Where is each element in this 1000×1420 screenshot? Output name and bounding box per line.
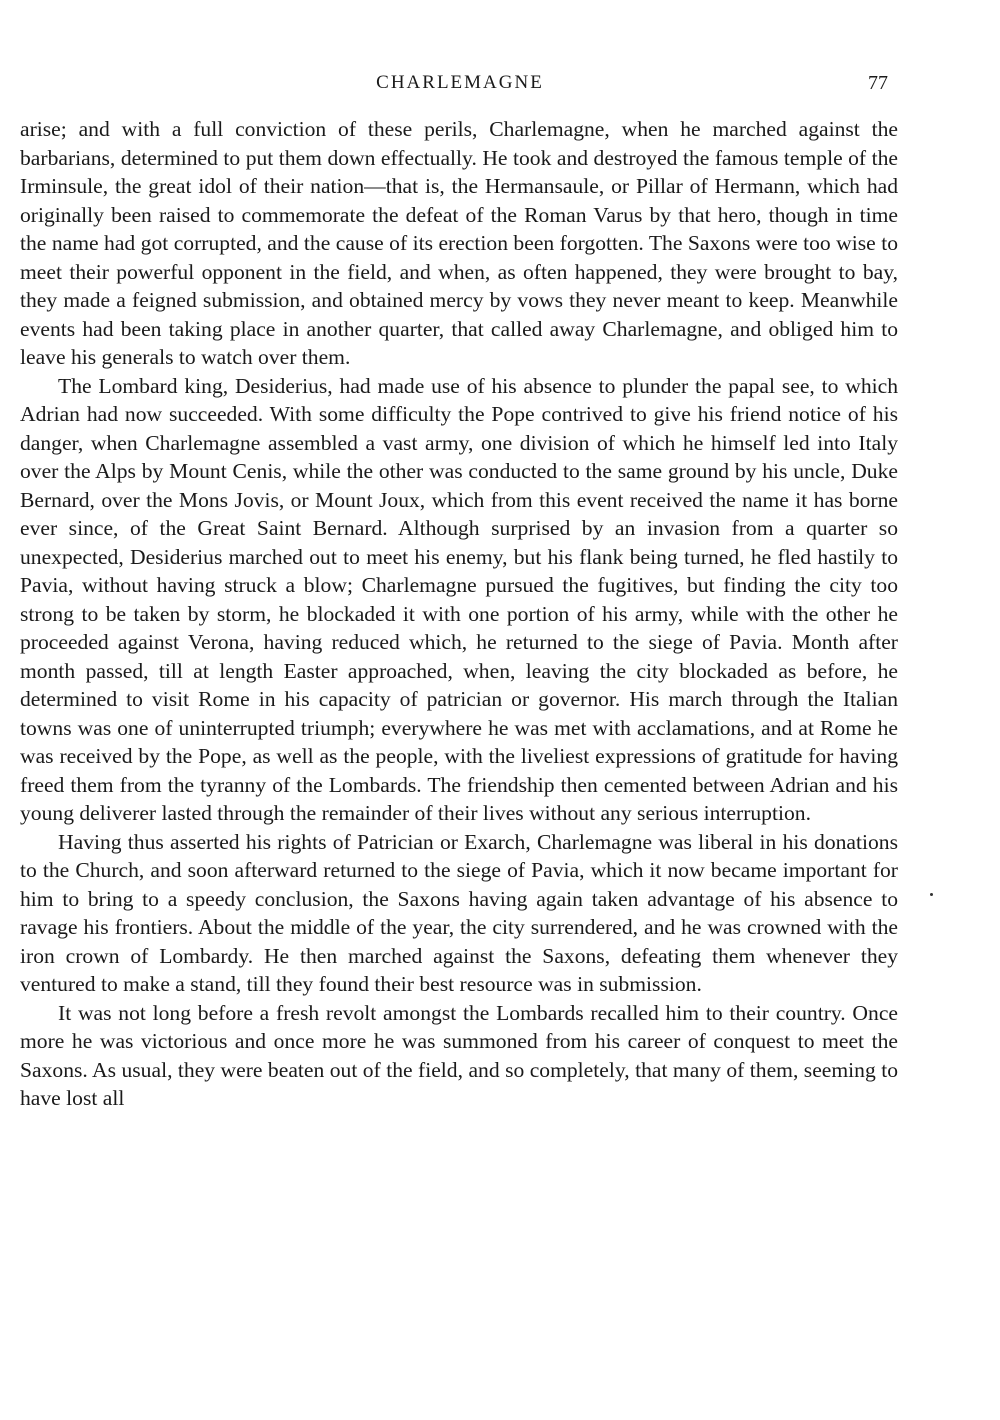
paragraph-patrician: Having thus asserted his rights of Patrician or Exarch, Charlemagne was liberal in his donations to the Church, and soon afterward returned to the siege of Pavia, which it now became important for him to bring to a speedy conclusion, the Saxons having again taken advantage of his absence to ravage his frontiers. About the middle of the year, the city surrendered, and he was crowned with the iron crown of Lombardy. He then marched against the Saxons, defeating them whenever they ventured to make a stand, till they found their best resource was in submission. — [20, 829, 898, 996]
paragraph-continued: arise; and with a full conviction of these perils, Charlemagne, when he marched against the barbarians, determined to put them down effectually. He took and destroyed the famous temple of the Irminsule, the great idol of their nation—that is, the Hermansaule, or Pillar of Hermann, which had originally been raised to commemorate the defeat of the Roman Varus by that hero, though in time the name had got corrupted, and the cause of its erection been forgotten. The Saxons were too wise to meet their powerful opponent in the field, and when, as often happened, they were brought to bay, they made a feigned submission, and obtained mercy by vows they never meant to keep. Meanwhile events had been taking place in another quarter, that called away Charlemagne, and obliged him to leave his generals to watch over them. — [20, 117, 898, 369]
body-text — [20, 115, 898, 1113]
running-header — [20, 70, 900, 100]
page-number: 77 — [868, 72, 888, 94]
paragraph-lombard-king: The Lombard king, Desiderius, had made use of his absence to plunder the papal see, to which Adrian had now succeeded. With some difficulty the Pope contrived to give his friend notice of his danger, when Charlemagne assembled a vast army, one division of which he himself led into Italy over the Alps by Mount Cenis, while the other was conducted to the same ground by his uncle, Duke Bernard, over the Mons Jovis, or Mount Joux, which from this event received the name it has borne ever since, of the Great Saint Bernard. Although surprised by an invasion from a quarter so unexpected, Desiderius marched out to meet his enemy, but his flank being turned, he fled hastily to Pavia, without having struck a blow; Charlemagne pursued the fugitives, but finding the city too strong to be taken by storm, he blockaded it with one portion of his army, while with the other he proceeded against Verona, having reduced which, he returned to the siege of Pavia. Month after month passed, till at length Easter approached, when, leaving the city blockaded as before, he determined to visit Rome in his capacity of patrician or governor. His march through the Italian towns was one of uninterrupted triumph; everywhere he was met with acclamations, and at Rome he was received by the Pope, as well as the people, with the liveliest expressions of gratitude for having freed them from the tyranny of the Lombards. The friendship then cemented between Adrian and his young deliverer lasted through the remainder of their lives without any serious interruption. — [20, 373, 898, 825]
running-title: CHARLEMAGNE — [376, 72, 544, 93]
paragraph-fresh-revolt: It was not long before a fresh revolt amongst the Lombards recalled him to their country. Once more he was victorious and once more he was summoned from his career of conquest to meet the Saxons. As usual, they were beaten out of the field, and so completely, that many of them, seeming to have lost all — [20, 1000, 898, 1110]
print-speck — [930, 893, 933, 896]
